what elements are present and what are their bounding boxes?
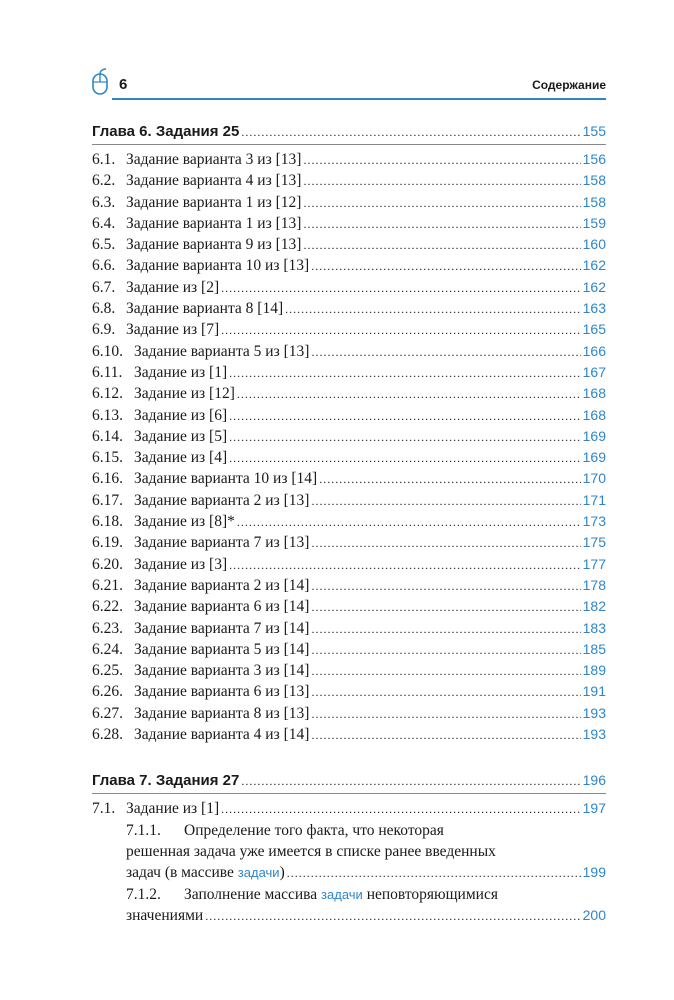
entry-number: 6.6. bbox=[92, 257, 116, 275]
entry-title: Задание варианта 1 из [12] bbox=[126, 193, 302, 211]
leader-dots bbox=[303, 235, 580, 256]
toc-entry[interactable] bbox=[92, 575, 606, 596]
leader-dots bbox=[311, 533, 580, 554]
entry-number: 6.27. bbox=[92, 704, 123, 722]
entry-title: Задание варианта 2 из [13] bbox=[134, 491, 310, 509]
entry-title: Задание из [7] bbox=[126, 321, 220, 339]
chapter-page: 155 bbox=[582, 123, 606, 139]
entry-page: 162 bbox=[582, 257, 606, 274]
entry-number: 6.4. bbox=[92, 214, 116, 232]
leader-dots bbox=[311, 619, 580, 640]
leader-dots bbox=[311, 682, 580, 703]
toc-entry[interactable] bbox=[92, 255, 606, 276]
toc-entry[interactable] bbox=[92, 319, 606, 340]
entry-number: 6.11. bbox=[92, 363, 123, 381]
entry-page: 159 bbox=[582, 214, 606, 231]
leader-dots bbox=[229, 406, 581, 427]
entry-page: 156 bbox=[582, 151, 606, 167]
leader-dots bbox=[303, 214, 580, 235]
entry-page: 168 bbox=[582, 385, 606, 402]
chapter-page: 196 bbox=[582, 772, 606, 789]
entry-page: 165 bbox=[582, 321, 606, 338]
leader-dots bbox=[285, 299, 581, 320]
toc-entry[interactable] bbox=[92, 149, 606, 170]
entry-title-line: Определение того факта, что некоторая bbox=[184, 821, 444, 839]
leader-dots bbox=[237, 512, 581, 533]
toc-entry-7-1-2[interactable] bbox=[92, 884, 606, 927]
entry-page: 160 bbox=[582, 236, 606, 253]
toc-entry[interactable] bbox=[92, 724, 606, 745]
leader-dots bbox=[311, 597, 580, 618]
entry-page: 158 bbox=[582, 193, 606, 210]
entry-number: 6.7. bbox=[92, 278, 116, 296]
toc-entry[interactable] bbox=[92, 192, 606, 213]
leader-dots bbox=[205, 906, 580, 927]
entry-title: Задание из [12] bbox=[134, 385, 235, 403]
leader-dots bbox=[311, 576, 580, 597]
toc-chapter-6[interactable] bbox=[92, 120, 606, 142]
entry-title: Задание варианта 6 из [14] bbox=[134, 598, 310, 616]
entry-title: Задание из [3] bbox=[134, 555, 228, 573]
entry-number: 6.21. bbox=[92, 576, 123, 594]
entry-number: 7.1.2. bbox=[126, 885, 161, 903]
toc-entry[interactable] bbox=[92, 660, 606, 681]
toc-entry[interactable] bbox=[92, 618, 606, 639]
entry-page: 200 bbox=[582, 906, 606, 923]
toc-entry[interactable] bbox=[92, 596, 606, 617]
leader-dots bbox=[319, 469, 580, 490]
entry-page: 178 bbox=[582, 576, 606, 593]
entry-number: 6.18. bbox=[92, 513, 123, 531]
leader-dots bbox=[311, 256, 580, 277]
toc-chapter-7[interactable] bbox=[92, 769, 606, 791]
leader-dots bbox=[229, 427, 581, 448]
toc-entry[interactable] bbox=[92, 426, 606, 447]
leader-dots bbox=[221, 799, 581, 820]
entry-page: 193 bbox=[582, 726, 606, 743]
toc-entry[interactable] bbox=[92, 468, 606, 489]
entry-number: 6.23. bbox=[92, 619, 123, 637]
mouse-icon bbox=[92, 68, 110, 96]
entry-page: 167 bbox=[582, 363, 606, 380]
leader-dots bbox=[237, 384, 581, 405]
entry-number: 6.20. bbox=[92, 555, 123, 573]
page-header bbox=[92, 66, 606, 100]
code-term: задачи bbox=[237, 865, 280, 881]
entry-number: 6.24. bbox=[92, 640, 123, 658]
leader-dots bbox=[311, 704, 580, 725]
entry-title: Задание варианта 9 из [13] bbox=[126, 236, 302, 254]
entry-number: 6.13. bbox=[92, 406, 123, 424]
leader-dots bbox=[303, 193, 580, 214]
entry-title: Задание варианта 8 [14] bbox=[126, 300, 284, 318]
entry-number: 6.10. bbox=[92, 342, 123, 360]
entry-number: 6.17. bbox=[92, 491, 123, 509]
toc-entry[interactable] bbox=[92, 681, 606, 702]
entry-page: 162 bbox=[582, 278, 606, 295]
entry-page: 163 bbox=[582, 300, 606, 317]
toc-entry[interactable] bbox=[92, 405, 606, 426]
toc-entry[interactable] bbox=[92, 703, 606, 724]
toc-entry-7-1[interactable] bbox=[92, 798, 606, 819]
table-of-contents bbox=[92, 120, 606, 926]
entry-page: 183 bbox=[582, 619, 606, 636]
toc-entry[interactable] bbox=[92, 447, 606, 468]
entry-title: Задание из [5] bbox=[134, 427, 228, 445]
entry-page: 168 bbox=[582, 406, 606, 423]
entry-number: 6.26. bbox=[92, 683, 123, 701]
entry-title: Задание из [4] bbox=[134, 449, 228, 467]
entry-title: Задание из [1] bbox=[126, 800, 220, 818]
entry-number: 6.5. bbox=[92, 236, 116, 254]
entry-page: 199 bbox=[582, 864, 606, 881]
leader-dots bbox=[303, 150, 580, 171]
leader-dots bbox=[221, 320, 581, 341]
entry-number: 7.1.1. bbox=[126, 821, 161, 839]
entry-number: 6.9. bbox=[92, 321, 116, 339]
leader-dots bbox=[241, 121, 580, 143]
entry-number: 6.12. bbox=[92, 385, 123, 403]
entry-title: Задание варианта 10 из [13] bbox=[126, 257, 310, 275]
entry-page: 171 bbox=[582, 491, 606, 508]
entry-title: Задание из [8]* bbox=[134, 513, 235, 531]
entry-page: 177 bbox=[582, 555, 606, 572]
chapter-rule bbox=[92, 793, 606, 794]
leader-dots bbox=[311, 640, 580, 661]
toc-entry-7-1-1[interactable] bbox=[92, 820, 606, 884]
leader-dots bbox=[303, 171, 580, 192]
entry-number: 6.2. bbox=[92, 172, 116, 190]
entry-title-text: ) bbox=[279, 864, 285, 882]
toc-entry[interactable] bbox=[92, 490, 606, 511]
entry-page: 193 bbox=[582, 704, 606, 721]
leader-dots bbox=[287, 863, 581, 884]
entry-page: 189 bbox=[582, 662, 606, 679]
entry-title-text: неповторяющимися bbox=[362, 885, 498, 903]
leader-dots bbox=[311, 342, 580, 363]
entry-number: 6.16. bbox=[92, 470, 123, 488]
entry-number: 6.19. bbox=[92, 534, 123, 552]
header-rule bbox=[112, 98, 606, 100]
leader-dots bbox=[311, 725, 580, 746]
entry-page: 169 bbox=[582, 449, 606, 466]
entry-title: Задание варианта 4 из [14] bbox=[134, 726, 310, 744]
entry-title-text: Заполнение массива bbox=[184, 885, 322, 903]
chapter-rule bbox=[92, 144, 606, 145]
entry-title: Задание варианта 1 из [13] bbox=[126, 214, 302, 232]
entry-page: 173 bbox=[582, 513, 606, 530]
entry-title: Задание варианта 8 из [13] bbox=[134, 704, 310, 722]
entry-number: 7.1. bbox=[92, 800, 116, 818]
entry-page: 182 bbox=[582, 598, 606, 615]
entry-page: 175 bbox=[582, 534, 606, 551]
entry-page: 170 bbox=[582, 470, 606, 487]
entry-page: 185 bbox=[582, 640, 606, 657]
leader-dots bbox=[311, 491, 580, 512]
toc-entry[interactable] bbox=[92, 362, 606, 383]
entry-title: Задание варианта 5 из [13] bbox=[134, 342, 310, 360]
entry-title: Задание из [6] bbox=[134, 406, 228, 424]
entry-title-text: значениями bbox=[126, 906, 204, 924]
toc-entry[interactable] bbox=[92, 383, 606, 404]
entry-title: Задание варианта 5 из [14] bbox=[134, 640, 310, 658]
entry-page: 197 bbox=[582, 800, 606, 817]
entry-title-line: решенная задача уже имеется в списке ранее введенных bbox=[126, 842, 496, 860]
entry-number: 6.8. bbox=[92, 300, 116, 318]
entry-number: 6.28. bbox=[92, 726, 123, 744]
leader-dots bbox=[241, 770, 580, 792]
entry-page: 191 bbox=[582, 683, 606, 700]
entry-title: Задание варианта 3 из [14] bbox=[134, 662, 310, 680]
entry-title: Задание варианта 10 из [14] bbox=[134, 470, 318, 488]
entry-page: 166 bbox=[582, 342, 606, 359]
page-number: 6 bbox=[119, 76, 128, 93]
leader-dots bbox=[229, 555, 581, 576]
toc-entry[interactable] bbox=[92, 277, 606, 298]
entry-number: 6.3. bbox=[92, 193, 116, 211]
toc-entry[interactable] bbox=[92, 532, 606, 553]
entry-title: Задание из [1] bbox=[134, 363, 228, 381]
entry-number: 6.15. bbox=[92, 449, 123, 467]
entry-page: 169 bbox=[582, 427, 606, 444]
entry-title: Задание варианта 6 из [13] bbox=[134, 683, 310, 701]
toc-entry[interactable] bbox=[92, 234, 606, 255]
toc-entry[interactable] bbox=[92, 298, 606, 319]
leader-dots bbox=[311, 661, 580, 682]
entry-number: 6.14. bbox=[92, 427, 123, 445]
toc-entry[interactable] bbox=[92, 554, 606, 575]
entry-title-text: задач (в массиве bbox=[126, 864, 238, 882]
leader-dots bbox=[229, 363, 581, 384]
code-term: задачи bbox=[321, 886, 363, 902]
entry-title: Задание варианта 7 из [13] bbox=[134, 534, 310, 552]
toc-entry[interactable] bbox=[92, 213, 606, 234]
entry-title: Задание варианта 3 из [13] bbox=[126, 151, 302, 168]
leader-dots bbox=[221, 278, 581, 299]
toc-entry[interactable] bbox=[92, 170, 606, 191]
entry-number: 6.22. bbox=[92, 598, 123, 616]
running-title: Содержание bbox=[532, 78, 606, 92]
entry-title: Задание варианта 7 из [14] bbox=[134, 619, 310, 637]
chapter-title: Глава 6. Задания 25 bbox=[92, 123, 240, 140]
toc-entry[interactable] bbox=[92, 639, 606, 660]
entry-number: 6.25. bbox=[92, 662, 123, 680]
entry-title: Задание варианта 2 из [14] bbox=[134, 576, 310, 594]
entry-number: 6.1. bbox=[92, 151, 116, 168]
toc-entry[interactable] bbox=[92, 511, 606, 532]
chapter-title: Глава 7. Задания 27 bbox=[92, 772, 240, 790]
leader-dots bbox=[229, 448, 581, 469]
entry-page: 158 bbox=[582, 172, 606, 189]
entry-title: Задание варианта 4 из [13] bbox=[126, 172, 302, 190]
entry-title: Задание из [2] bbox=[126, 278, 220, 296]
toc-entry[interactable] bbox=[92, 341, 606, 362]
chapter-6-items bbox=[92, 149, 606, 745]
